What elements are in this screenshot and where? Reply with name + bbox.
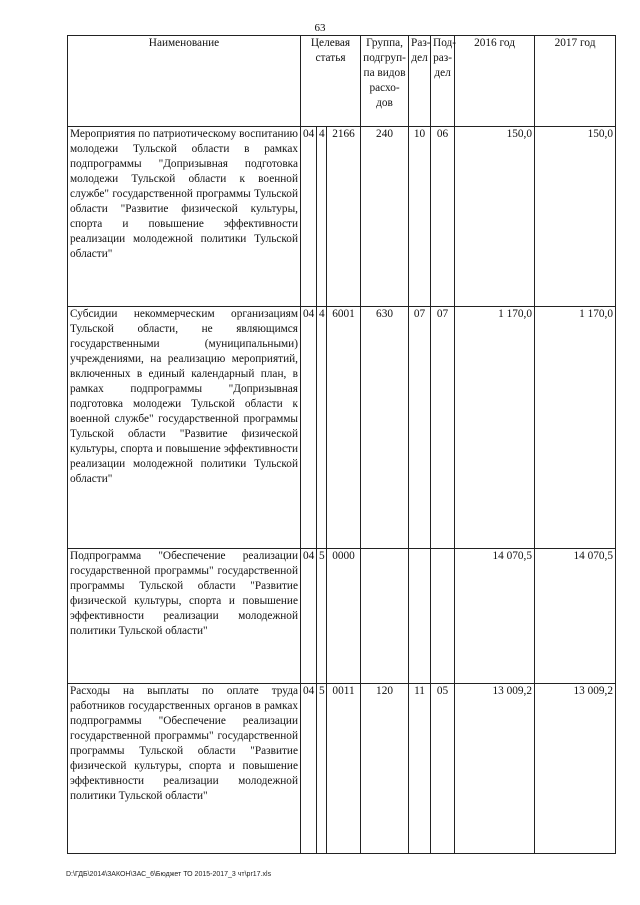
header-target-article: Целевая статья	[301, 36, 361, 127]
expense-group: 120	[361, 684, 409, 854]
header-year-2016: 2016 год	[455, 36, 535, 127]
section-code	[409, 549, 431, 684]
section-code: 10	[409, 127, 431, 307]
target-code-part1: 04	[301, 684, 317, 854]
section-code: 07	[409, 307, 431, 549]
page-number: 63	[314, 22, 326, 34]
table-row	[68, 684, 616, 854]
amount-2017: 150,0	[535, 127, 616, 307]
table-row	[68, 307, 616, 549]
target-code-part3: 0011	[327, 684, 361, 854]
expense-group: 240	[361, 127, 409, 307]
section-code: 11	[409, 684, 431, 854]
budget-table	[67, 35, 616, 854]
amount-2017: 1 170,0	[535, 307, 616, 549]
amount-2016: 13 009,2	[455, 684, 535, 854]
row-name: Расходы на выплаты по оплате труда работников государственных органов в рамках подпрограммы "Обеспечение реализации государственной программы" государственной программы Тульской области "Развитие физической культуры, спорта и повышение эффективности реализации молодежной политики Тульской области"	[68, 684, 301, 854]
amount-2017: 13 009,2	[535, 684, 616, 854]
target-code-part3: 2166	[327, 127, 361, 307]
header-name: Наименование	[68, 36, 301, 127]
target-code-part2: 5	[317, 684, 327, 854]
amount-2016: 150,0	[455, 127, 535, 307]
expense-group	[361, 549, 409, 684]
target-code-part2: 4	[317, 127, 327, 307]
subsection-code: 07	[431, 307, 455, 549]
row-name: Субсидии некоммерческим организациям Тульской области, не являющимся государственными (муниципальными) учреждениями, на реализацию мероприятий, включенных в единый календарный план, в рамках подпрограммы "Допризывная подготовка молодежи Тульской области к военной службе" государственной программы Тульской области "Развитие физической культуры, спорта и повышение эффективности реализации молодежной политики Тульской области"	[68, 307, 301, 549]
target-code-part1: 04	[301, 549, 317, 684]
amount-2016: 1 170,0	[455, 307, 535, 549]
header-expense-group: Группа, подгруп-па видов расхо-дов	[361, 36, 409, 127]
header-subsection: Под-раз-дел	[431, 36, 455, 127]
row-name: Мероприятия по патриотическому воспитанию молодежи Тульской области в рамках подпрограммы "Допризывная подготовка молодежи Тульской области к военной службе" государственной программы Тульской области "Развитие физической культуры, спорта и повышение эффективности реализации молодежной политики Тульской области"	[68, 127, 301, 307]
file-path-footer: D:\ГДБ\2014\ЗАКОН\ЗАС_6\Бюджет ТО 2015-2017_3 чт\pr17.xls	[66, 871, 272, 878]
expense-group: 630	[361, 307, 409, 549]
target-code-part2: 4	[317, 307, 327, 549]
header-row	[68, 36, 616, 127]
amount-2016: 14 070,5	[455, 549, 535, 684]
amount-2017: 14 070,5	[535, 549, 616, 684]
table-row	[68, 549, 616, 684]
target-code-part3: 6001	[327, 307, 361, 549]
target-code-part1: 04	[301, 307, 317, 549]
subsection-code	[431, 549, 455, 684]
target-code-part3: 0000	[327, 549, 361, 684]
row-name: Подпрограмма "Обеспечение реализации государственной программы" государственной программы Тульской области "Развитие физической культуры, спорта и повышение эффективности реализации молодежной политики Тульской области"	[68, 549, 301, 684]
target-code-part1: 04	[301, 127, 317, 307]
table-row	[68, 127, 616, 307]
subsection-code: 06	[431, 127, 455, 307]
subsection-code: 05	[431, 684, 455, 854]
header-year-2017: 2017 год	[535, 36, 616, 127]
header-section: Раз-дел	[409, 36, 431, 127]
target-code-part2: 5	[317, 549, 327, 684]
